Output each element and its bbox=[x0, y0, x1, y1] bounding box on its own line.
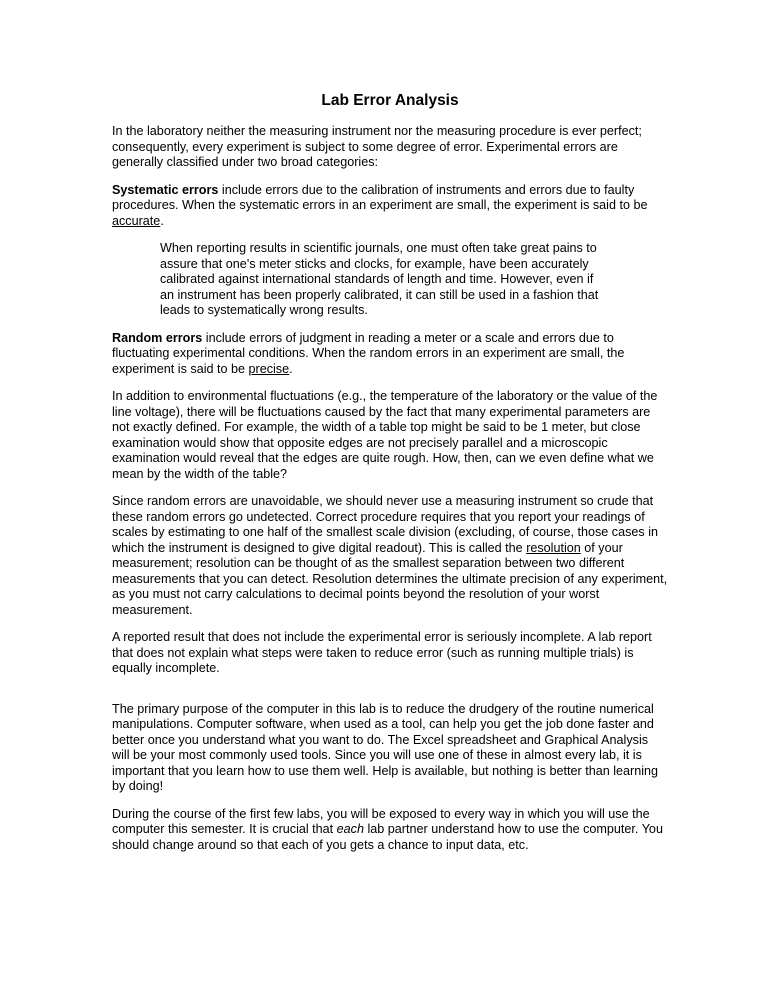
systematic-errors-end: . bbox=[160, 213, 164, 228]
resolution-keyword: resolution bbox=[526, 540, 581, 555]
first-labs-text-after: lab partner understand how to use the computer. You should change around so that each of you gets a chance to input data, etc. bbox=[112, 822, 663, 852]
random-errors-text: include errors of judgment in reading a meter or a scale and errors due to fluctuating experimental conditions. When the random errors in an experiment are small, the experiment is said to be bbox=[112, 330, 625, 376]
random-errors-paragraph bbox=[112, 331, 668, 378]
fluctuations-paragraph: In addition to environmental fluctuations (e.g., the temperature of the laboratory or the value of the line voltage), there will be fluctuations caused by the fact that many experimental parameters are not exactly defined. For example, the width of a table top might be said to be 1 meter, but close examination would show that opposite edges are not precisely parallel and a microscopic examination would reveal that the edges are quite rough. How, then, can we even define what we mean by the width of the table? bbox=[112, 389, 658, 481]
resolution-text-before: Since random errors are unavoidable, we should never use a measuring instrument so crude that these random errors go undetected. Correct procedure requires that you report your readings of scales by estimating to one half of the smallest scale division (excluding, of course, those cases in which the instrument is designed to give digital readout). This is called the bbox=[112, 494, 659, 555]
resolution-paragraph bbox=[112, 494, 668, 618]
random-errors-term: Random errors bbox=[112, 330, 203, 345]
first-labs-paragraph bbox=[112, 807, 668, 854]
systematic-errors-paragraph bbox=[112, 183, 668, 230]
precise-keyword: precise bbox=[248, 361, 290, 376]
systematic-errors-term: Systematic errors bbox=[112, 182, 219, 197]
first-labs-text-before: During the course of the first few labs, you will be exposed to every way in which you will use the computer this semester. It is crucial that bbox=[112, 806, 650, 836]
document-page bbox=[112, 92, 668, 865]
systematic-errors-text: include errors due to the calibration of instruments and errors due to faulty procedures. When the systematic errors in an experiment are small, the experiment is said to be bbox=[112, 182, 648, 212]
page-title: Lab Error Analysis bbox=[321, 92, 459, 109]
indented-note: When reporting results in scientific journals, one must often take great pains to assure that one's meter sticks and clocks, for example, have been accurately calibrated against international standards of length and time. However, even if an instrument has been properly calibrated, it can still be used in a fashion that leads to systematically wrong results. bbox=[160, 241, 599, 317]
reported-result-paragraph: A reported result that does not include the experimental error is seriously incomplete. A lab report that does not explain what steps were taken to reduce error (such as running multiple trials) is equally incomplete. bbox=[112, 630, 652, 675]
resolution-text-after: of your measurement; resolution can be thought of as the smallest separation between two different measurements that you can detect. Resolution determines the ultimate precision of any experiment, as you must not carry calculations to decimal points beyond the resolution of your worst measurement. bbox=[112, 540, 668, 617]
each-emphasis: each bbox=[336, 822, 364, 836]
intro-paragraph: In the laboratory neither the measuring instrument nor the measuring procedure is ever perfect; consequently, every experiment is subject to some degree of error. Experimental errors are generally classified under two broad categories: bbox=[112, 124, 642, 169]
random-errors-end: . bbox=[289, 361, 293, 376]
accurate-keyword: accurate bbox=[112, 213, 161, 228]
computer-purpose-paragraph: The primary purpose of the computer in this lab is to reduce the drudgery of the routine numerical manipulations. Computer software, when used as a tool, can help you get the job done faster and better once you understand what you want to do. The Excel spreadsheet and Graphical Analysis will be your most commonly used tools. Since you will use one of these in almost every lab, it is important that you learn how to use them well. Help is available, but nothing is better than learning by doing! bbox=[112, 701, 659, 793]
